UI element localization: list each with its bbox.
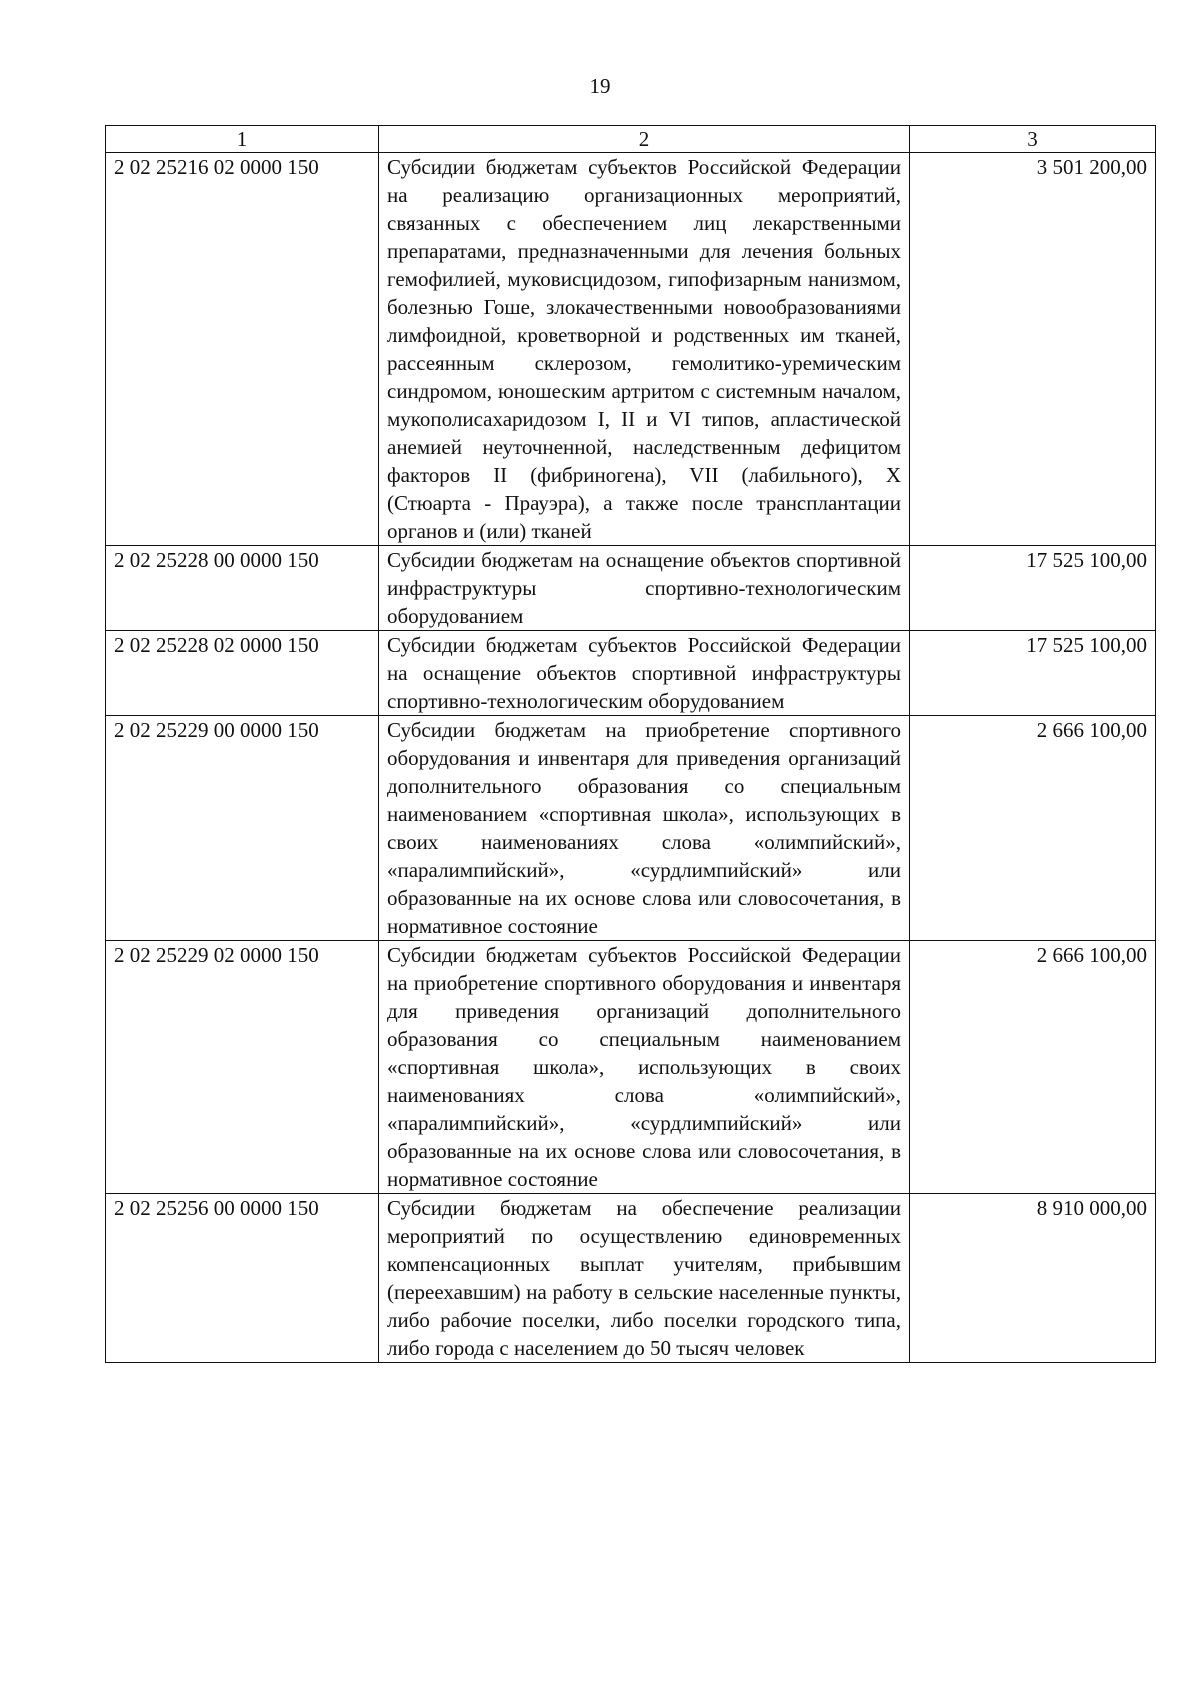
column-header-amount: 3: [910, 126, 1156, 153]
page-number: 19: [589, 74, 611, 98]
row-amount: 2 666 100,00: [910, 716, 1156, 941]
table-row: [106, 716, 1156, 941]
row-amount: 17 525 100,00: [910, 631, 1156, 716]
table-row: [106, 153, 1156, 546]
row-description: Субсидии бюджетам на обеспечение реализации мероприятий по осуществлению единовременных компенсационных выплат учителям, прибывшим (переехавшим) на работу в сельские населенные пункты, либо рабочие поселки, либо поселки городского типа, либо города с населением до 50 тысяч человек: [379, 1194, 910, 1363]
row-description: Субсидии бюджетам на приобретение спортивного оборудования и инвентаря для приведения организаций дополнительного образования со специальным наименованием «спортивная школа», использующих в своих наименованиях слова «олимпийский», «паралимпийский», «сурдлимпийский» или образованные на их основе слова или словосочетания, в нормативное состояние: [379, 716, 910, 941]
table-header-row: [106, 126, 1156, 153]
row-description: Субсидии бюджетам на оснащение объектов спортивной инфраструктуры спортивно-технологическим оборудованием: [379, 546, 910, 631]
row-code: 2 02 25228 02 0000 150: [106, 631, 379, 716]
row-code: 2 02 25228 00 0000 150: [106, 546, 379, 631]
table-row: [106, 631, 1156, 716]
row-code: 2 02 25229 00 0000 150: [106, 716, 379, 941]
row-code: 2 02 25229 02 0000 150: [106, 941, 379, 1194]
column-header-code: 1: [106, 126, 379, 153]
row-amount: 8 910 000,00: [910, 1194, 1156, 1363]
row-description: Субсидии бюджетам субъектов Российской Федерации на оснащение объектов спортивной инфраструктуры спортивно-технологическим оборудованием: [379, 631, 910, 716]
budget-table: [105, 125, 1156, 1363]
table-row: [106, 546, 1156, 631]
table-row: [106, 1194, 1156, 1363]
table-row: [106, 941, 1156, 1194]
row-description: Субсидии бюджетам субъектов Российской Федерации на реализацию организационных мероприятий, связанных с обеспечением лиц лекарственными препаратами, предназначенными для лечения больных гемофилией, муковисцидозом, гипофизарным нанизмом, болезнью Гоше, злокачественными новообразованиями лимфоидной, кроветворной и родственных им тканей, рассеянным склерозом, гемолитико-уремическим синдромом, юношеским артритом с системным началом, мукополисахаридозом I, II и VI типов, апластической анемией неуточненной, наследственным дефицитом факторов II (фибриногена), VII (лабильного), X (Стюарта - Прауэра), а также после трансплантации органов и (или) тканей: [379, 153, 910, 546]
row-amount: 3 501 200,00: [910, 153, 1156, 546]
row-code: 2 02 25216 02 0000 150: [106, 153, 379, 546]
row-code: 2 02 25256 00 0000 150: [106, 1194, 379, 1363]
row-description: Субсидии бюджетам субъектов Российской Федерации на приобретение спортивного оборудования и инвентаря для приведения организаций дополнительного образования со специальным наименованием «спортивная школа», использующих в своих наименованиях слова «олимпийский», «паралимпийский», «сурдлимпийский» или образованные на их основе слова или словосочетания, в нормативное состояние: [379, 941, 910, 1194]
row-amount: 2 666 100,00: [910, 941, 1156, 1194]
row-amount: 17 525 100,00: [910, 546, 1156, 631]
column-header-description: 2: [379, 126, 910, 153]
